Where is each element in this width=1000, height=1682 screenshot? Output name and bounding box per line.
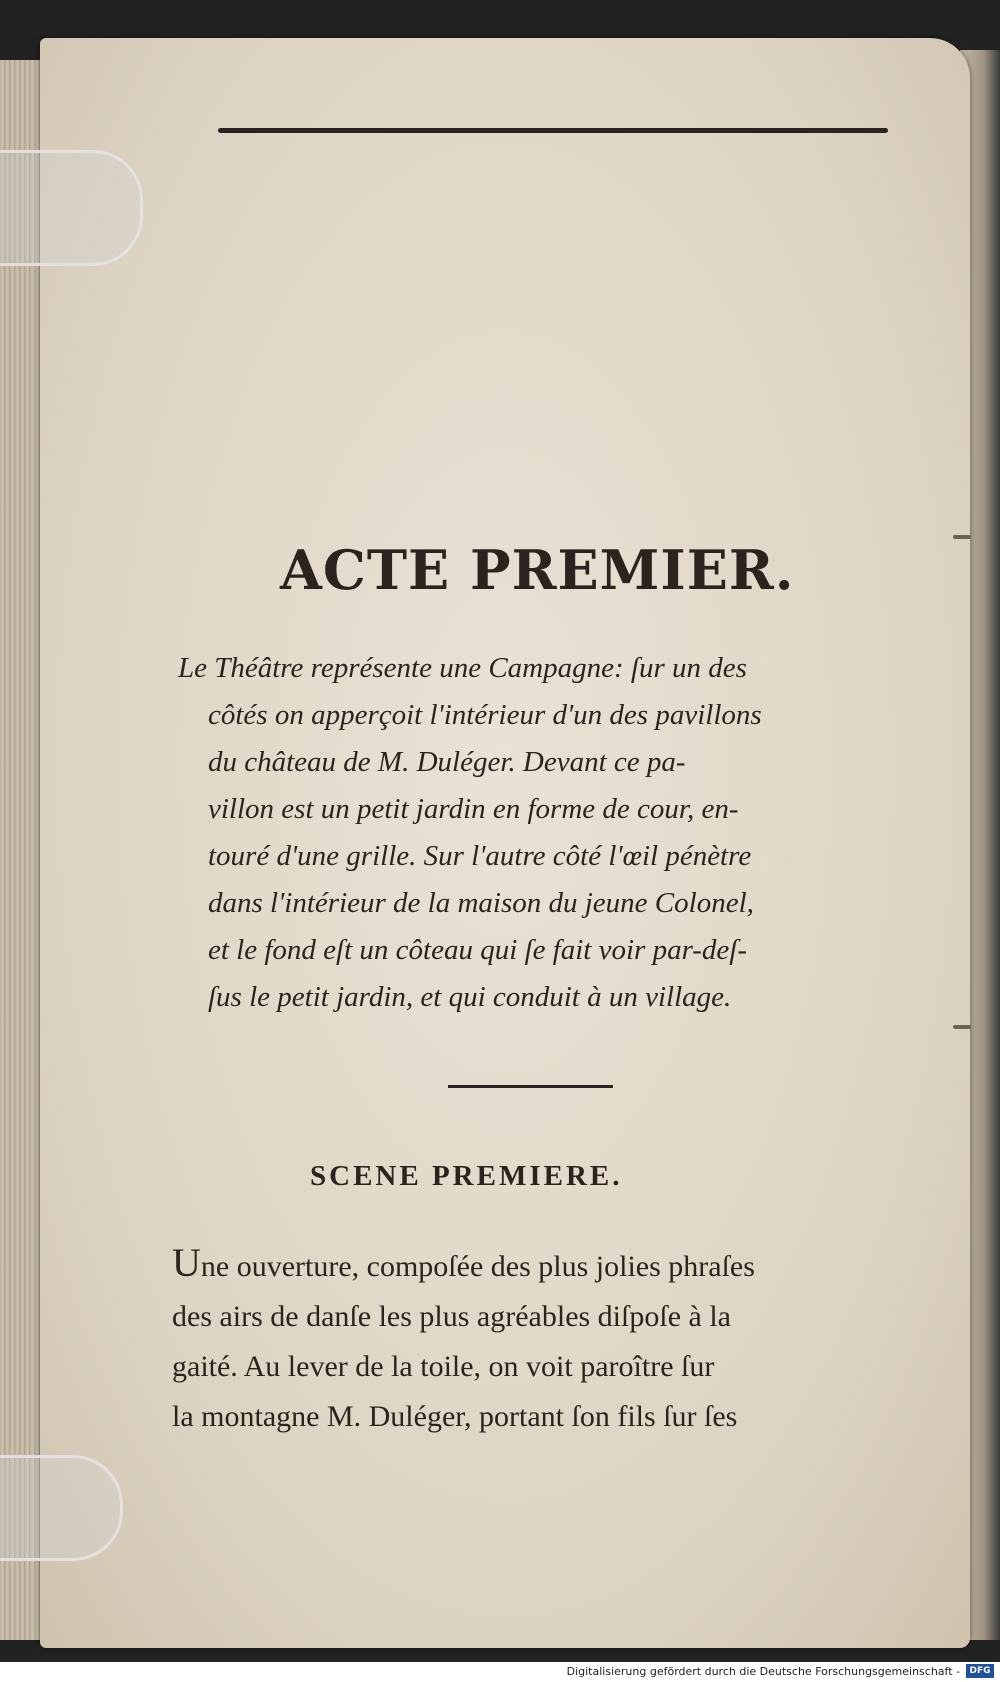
scene-title: SCENE PREMIERE.	[310, 1160, 623, 1192]
body-paragraph	[172, 1238, 892, 1442]
body-line-text: ne ouverture, compoſée des plus jolies phraſes	[200, 1250, 755, 1283]
stage-direction-line: et le fond eſt un côteau qui ſe fait voir par-deſ-	[208, 934, 748, 966]
stage-direction-line: dans l'intérieur de la maison du jeune Colonel,	[208, 887, 754, 919]
dfg-logo: DFG	[966, 1664, 994, 1678]
stage-direction-line: ſus le petit jardin, et qui conduit à un village.	[208, 981, 732, 1013]
act-title: ACTE PREMIER.	[280, 538, 795, 602]
footer-credit: Digitalisierung gefördert durch die Deutsche Forschungsgemeinschaft -	[566, 1665, 960, 1678]
body-line: gaité. Au lever de la toile, on voit paroître ſur	[172, 1350, 715, 1383]
page-clip-top	[0, 150, 143, 266]
header-rule	[218, 128, 888, 133]
stage-direction-line: Le Théâtre représente une Campagne: ſur un des	[178, 652, 747, 684]
drop-cap: U	[172, 1240, 201, 1285]
stage-direction-line: du château de M. Duléger. Devant ce pa-	[208, 746, 686, 778]
body-line: la montagne M. Duléger, portant ſon fils ſur ſes	[172, 1400, 738, 1433]
binding-stitch	[953, 535, 971, 539]
stage-direction-line: villon est un petit jardin en forme de cour, en-	[208, 793, 739, 825]
binding-stitch	[953, 1025, 971, 1029]
stage-direction	[178, 645, 898, 1021]
body-line	[172, 1238, 892, 1292]
stage-direction-line: touré d'une grille. Sur l'autre côté l'œil pénètre	[208, 840, 752, 872]
body-line: des airs de danſe les plus agréables diſpoſe à la	[172, 1300, 731, 1333]
page-clip-bottom	[0, 1455, 123, 1561]
section-rule	[448, 1085, 613, 1088]
stage-direction-line: côtés on apperçoit l'intérieur d'un des pavillons	[208, 699, 762, 731]
